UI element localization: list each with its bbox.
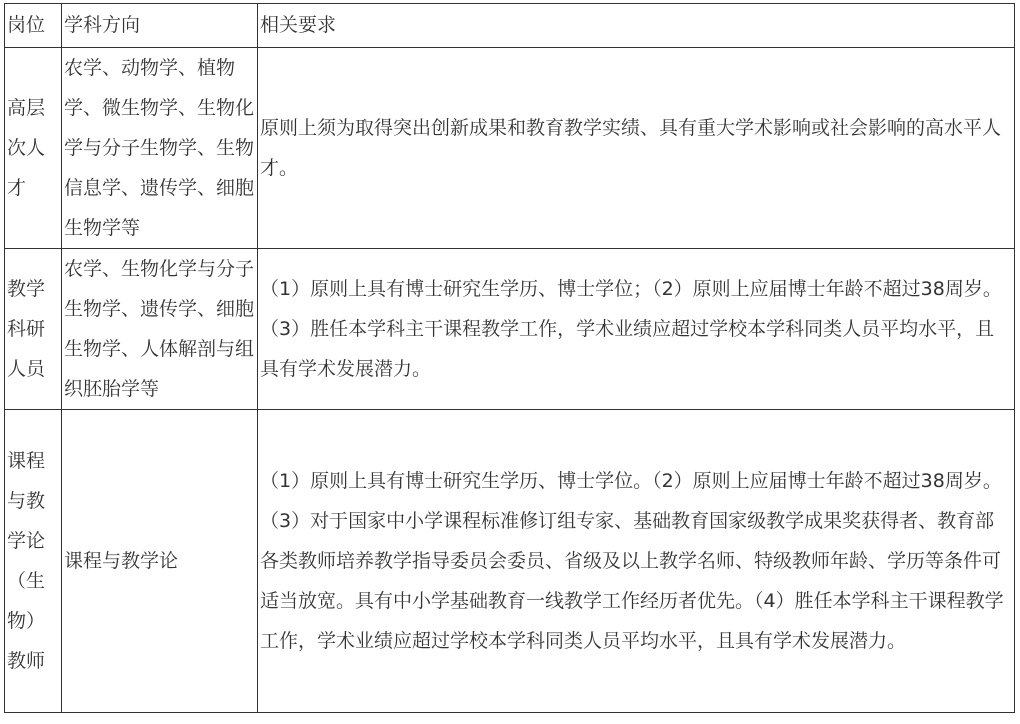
post-cell: 教学科研人员 [5,249,62,410]
header-discipline: 学科方向 [62,4,258,48]
discipline-cell: 课程与教学论 [62,410,258,713]
requirements-table [4,3,1015,713]
requirement-cell: （1）原则上具有博士研究生学历、博士学位。（2）原则上应届博士年龄不超过38周岁。（3）对于国家中小学课程标准修订组专家、基础教育国家级教学成果奖获得者、教育部各类教师培养教学指导委员会委员、省级及以上教学名师、特级教师年龄、学历等条件可适当放宽。具有中小学基础教育一线教学工作经历者优先。（4）胜任本学科主干课程教学工作，学术业绩应超过学校本学科同类人员平均水平，且具有学术发展潜力。 [258,410,1015,713]
post-cell: 课程与教学论（生物）教师 [5,410,62,713]
requirement-cell: 原则上须为取得突出创新成果和教育教学实绩、具有重大学术影响或社会影响的高水平人才。 [258,48,1015,249]
table-row [5,249,1015,410]
header-requirement: 相关要求 [258,4,1015,48]
post-cell: 高层次人才 [5,48,62,249]
discipline-cell: 农学、生物化学与分子生物学、遗传学、细胞生物学、人体解剖与组织胚胎学等 [62,249,258,410]
requirement-cell: （1）原则上具有博士研究生学历、博士学位；（2）原则上应届博士年龄不超过38周岁。（3）胜任本学科主干课程教学工作，学术业绩应超过学校本学科同类人员平均水平，且具有学术发展潜力。 [258,249,1015,410]
table-row [5,410,1015,713]
discipline-cell: 农学、动物学、植物学、微生物学、生物化学与分子生物学、生物信息学、遗传学、细胞生物学等 [62,48,258,249]
header-row [5,4,1015,48]
table-row [5,48,1015,249]
header-post: 岗位 [5,4,62,48]
